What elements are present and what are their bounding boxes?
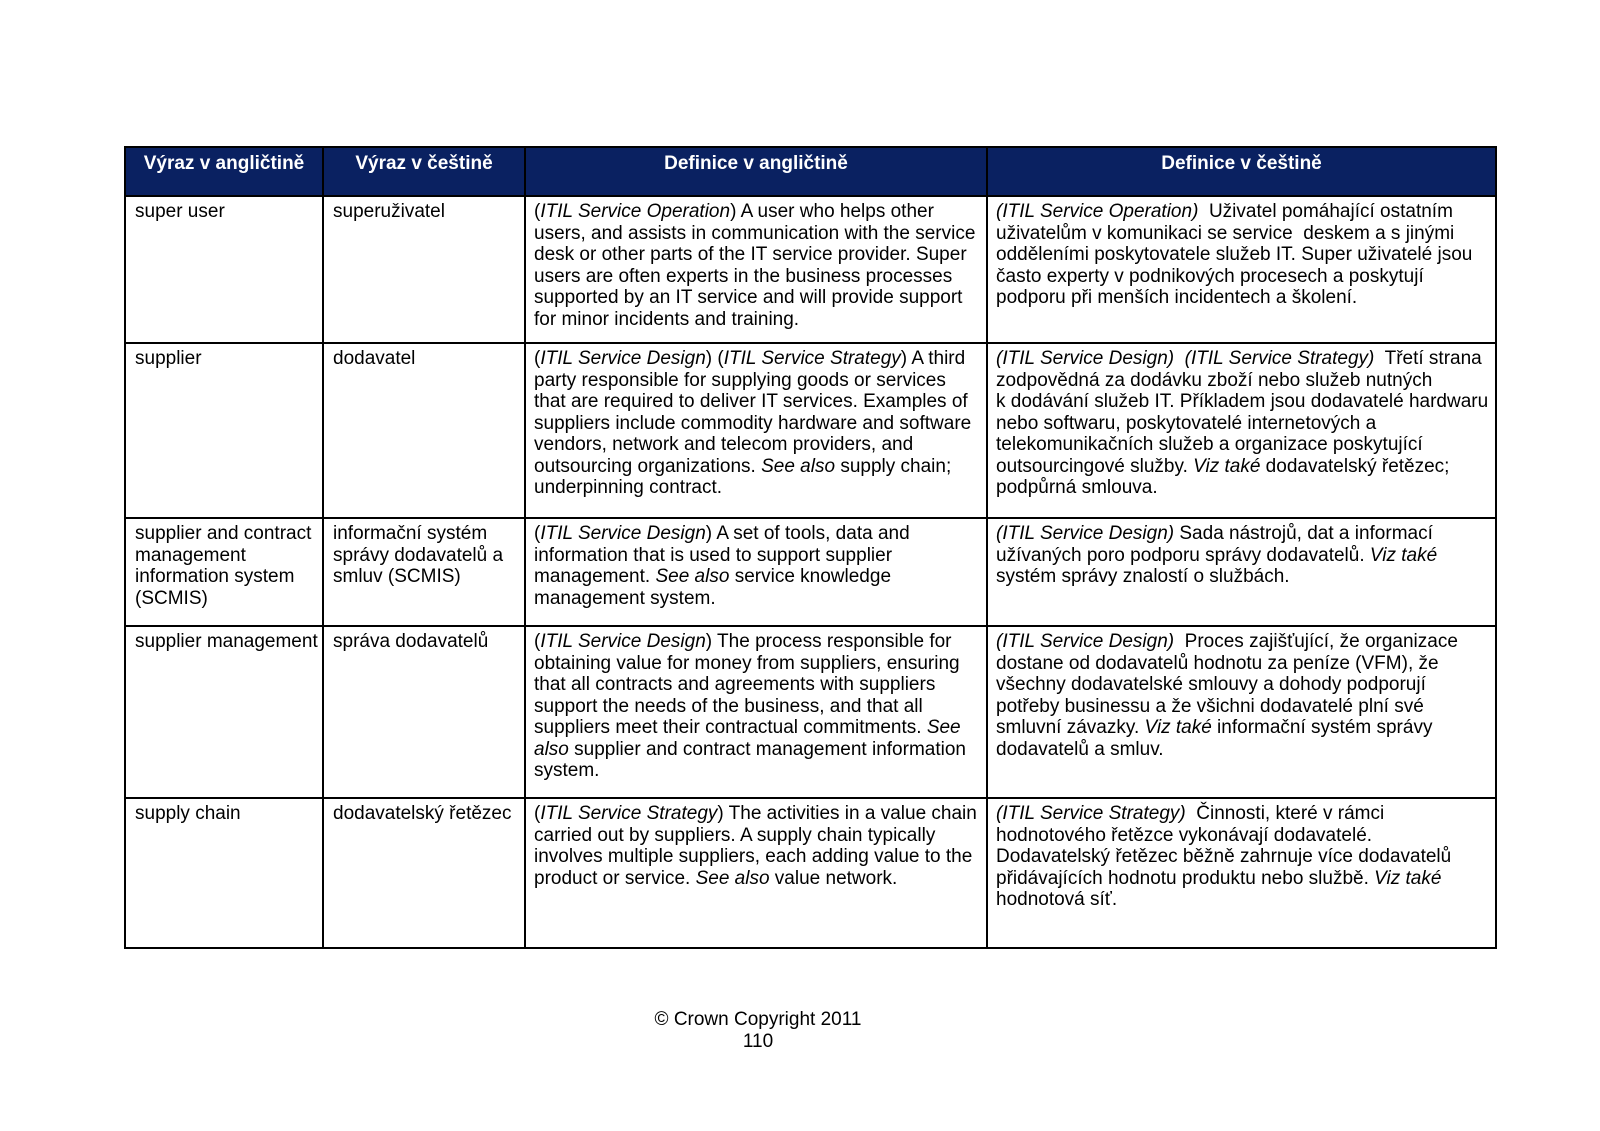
cell-term-cs: dodavatel <box>323 343 525 518</box>
cell-def-cs: (ITIL Service Strategy) Činnosti, které v rámci hodnotového řetězce vykonávají dodavatelé. Dodavatelský řetězec běžně zahrnuje více dodavatelů přidávajících hodnotu produktu nebo službě. Viz také hodnotová síť. <box>987 798 1496 948</box>
column-header-def-cs: Definice v češtině <box>987 147 1496 196</box>
cell-term-en: supplier <box>125 343 323 518</box>
page-number: 110 <box>742 1030 774 1052</box>
cell-term-cs: správa dodavatelů <box>323 626 525 798</box>
cell-def-cs: (ITIL Service Design) Sada nástrojů, dat a informací užívaných poro podporu správy dodavatelů. Viz také systém správy znalostí o službách. <box>987 518 1496 626</box>
table-row <box>125 626 1496 798</box>
table-row <box>125 798 1496 948</box>
cell-def-en: (ITIL Service Design) The process responsible for obtaining value for money from suppliers, ensuring that all contracts and agreements with suppliers support the needs of the business, and that all suppliers meet their contractual commitments. See also supplier and contract management information system. <box>525 626 987 798</box>
cell-term-cs: superuživatel <box>323 196 525 343</box>
copyright-text: © Crown Copyright 2011 <box>654 1009 862 1030</box>
cell-term-en: supplier and contract management information system (SCMIS) <box>125 518 323 626</box>
cell-def-en: (ITIL Service Operation) A user who helps other users, and assists in communication with the service desk or other parts of the IT service provider. Super users are often experts in the business processes supported by an IT service and will provide support for minor incidents and training. <box>525 196 987 343</box>
cell-def-cs: (ITIL Service Design) (ITIL Service Strategy) Třetí strana zodpovědná za dodávku zboží nebo služeb nutných k dodávání služeb IT. Příkladem jsou dodavatelé hardwaru nebo softwaru, poskytovatelé internetových a telekomunikačních služeb a organizace poskytující outsourcingové služby. Viz také dodavatelský řetězec; podpůrná smlouva. <box>987 343 1496 518</box>
cell-def-cs: (ITIL Service Design) Proces zajišťující, že organizace dostane od dodavatelů hodnotu za peníze (VFM), že všechny dodavatelské smlouvy a dohody podporují potřeby businessu a že všichni dodavatelé plní své smluvní závazky. Viz také informační systém správy dodavatelů a smluv. <box>987 626 1496 798</box>
column-header-term-cs: Výraz v češtině <box>323 147 525 196</box>
cell-term-cs: informační systém správy dodavatelů a smluv (SCMIS) <box>323 518 525 626</box>
table-row <box>125 196 1496 343</box>
table-row <box>125 518 1496 626</box>
table-row <box>125 343 1496 518</box>
cell-term-en: supplier management <box>125 626 323 798</box>
table-header-row <box>125 147 1496 196</box>
cell-def-cs: (ITIL Service Operation) Uživatel pomáhající ostatním uživatelům v komunikaci se service deskem a s jinými odděleními poskytovatele služeb IT. Super uživatelé jsou často experty v podnikových procesech a poskytují podporu při menších incidentech a školení. <box>987 196 1496 343</box>
cell-term-cs: dodavatelský řetězec <box>323 798 525 948</box>
column-header-term-en: Výraz v angličtině <box>125 147 323 196</box>
cell-def-en: (ITIL Service Strategy) The activities in a value chain carried out by suppliers. A supply chain typically involves multiple suppliers, each adding value to the product or service. See also value network. <box>525 798 987 948</box>
column-header-def-en: Definice v angličtině <box>525 147 987 196</box>
page-footer <box>655 1009 862 1052</box>
cell-def-en: (ITIL Service Design) A set of tools, data and information that is used to support supplier management. See also service knowledge management system. <box>525 518 987 626</box>
cell-term-en: super user <box>125 196 323 343</box>
glossary-table <box>124 146 1497 949</box>
cell-def-en: (ITIL Service Design) (ITIL Service Strategy) A third party responsible for supplying goods or services that are required to deliver IT services. Examples of suppliers include commodity hardware and software vendors, network and telecom providers, and outsourcing organizations. See also supply chain; underpinning contract. <box>525 343 987 518</box>
cell-term-en: supply chain <box>125 798 323 948</box>
